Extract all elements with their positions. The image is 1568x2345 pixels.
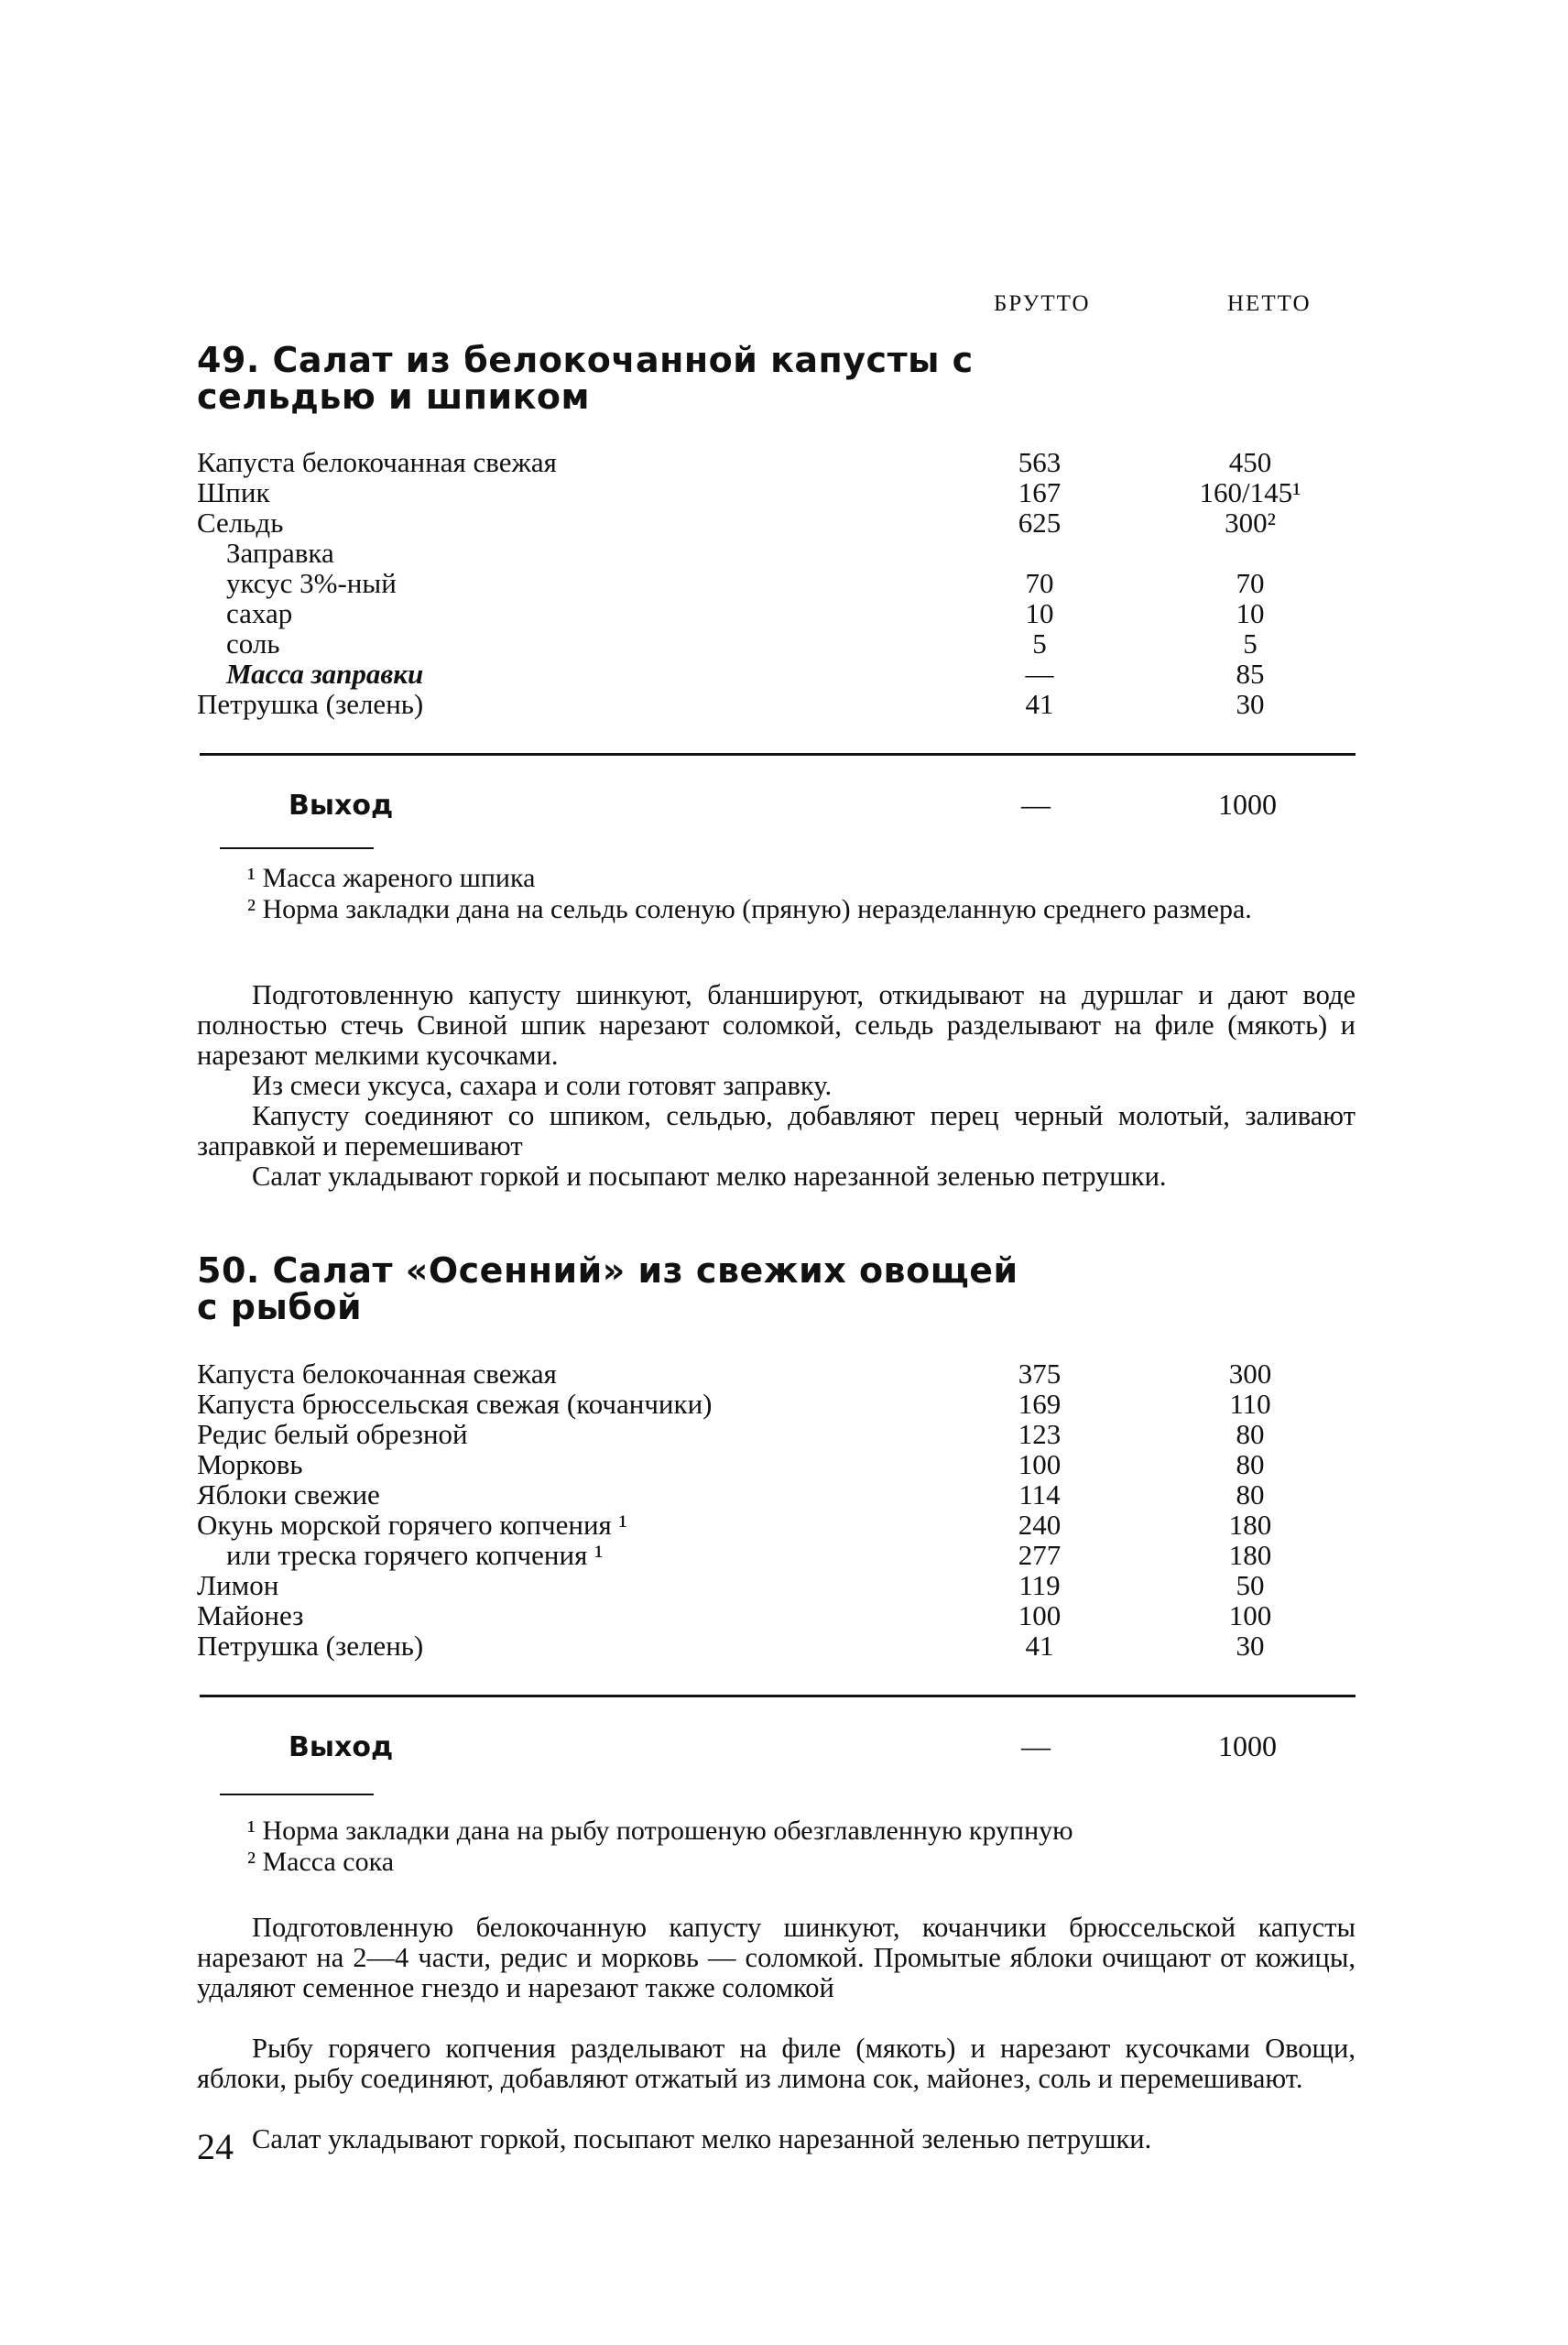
- recipe-50-title-line2: с рыбой: [197, 1287, 363, 1327]
- yield-brutto: —: [1021, 1729, 1051, 1762]
- ingredient-row: [197, 447, 1360, 477]
- netto-value: 85: [1236, 658, 1265, 690]
- recipe-50-title-line1: 50. Салат «Осенний» из свежих овощей: [197, 1250, 1018, 1291]
- table-rule: [200, 753, 1356, 756]
- recipe-49-ingredients: [197, 447, 1360, 719]
- footnote: ¹ Масса жареного шпика: [247, 863, 536, 893]
- ingredient-name: Петрушка (зелень): [197, 1630, 424, 1662]
- instruction-paragraph: Из смеси уксуса, сахара и соли готовят заправку.: [252, 1070, 833, 1101]
- brutto-value: 5: [1032, 627, 1047, 660]
- ingredient-name: сахар: [226, 597, 293, 629]
- netto-value: 5: [1243, 627, 1258, 660]
- recipe-49-title-line2: сельдью и шпиком: [197, 376, 591, 417]
- ingredient-name: Окунь морской горячего копчения ¹: [197, 1509, 627, 1541]
- brutto-value: 167: [1018, 476, 1062, 508]
- netto-value: 70: [1236, 567, 1265, 599]
- instruction-paragraph: Капусту соединяют со шпиком, сельдью, добавляют перец черный молотый, заливают заправкой и перемешивают: [197, 1100, 1356, 1162]
- recipe-49-title: [197, 337, 974, 420]
- footnote-rule: [220, 1794, 374, 1795]
- netto-value: 160/145¹: [1199, 476, 1301, 508]
- ingredient-name: Морковь: [197, 1448, 303, 1480]
- netto-value: 300: [1228, 1358, 1272, 1390]
- ingredient-row: [197, 568, 1360, 598]
- brutto-value: 375: [1018, 1358, 1062, 1390]
- column-header-netto: НЕТТО: [1227, 291, 1312, 316]
- brutto-value: 100: [1018, 1599, 1062, 1631]
- ingredient-name: соль: [226, 627, 280, 660]
- footnote-rule: [220, 847, 374, 849]
- yield-label: Выход: [289, 1731, 394, 1763]
- ingredient-name: Капуста брюссельская свежая (кочанчики): [197, 1388, 713, 1420]
- brutto-value: —: [1025, 658, 1054, 690]
- ingredient-name: Майонез: [197, 1599, 304, 1631]
- ingredient-row: [197, 659, 1360, 689]
- netto-value: 100: [1228, 1599, 1272, 1631]
- yield-label: Выход: [289, 790, 394, 822]
- instruction-paragraph: Салат укладывают горкой и посыпают мелко нарезанной зеленью петрушки.: [252, 1161, 1167, 1192]
- ingredient-row: [197, 1358, 1360, 1389]
- netto-value: 180: [1228, 1539, 1272, 1571]
- ingredient-name: Яблоки свежие: [197, 1478, 380, 1511]
- netto-value: 80: [1236, 1418, 1265, 1450]
- ingredient-name: уксус 3%-ный: [226, 567, 397, 599]
- footnote: [247, 894, 1356, 925]
- ingredient-row: [197, 598, 1360, 628]
- brutto-value: 10: [1025, 597, 1054, 629]
- ingredient-name: Лимон: [197, 1569, 279, 1601]
- netto-value: 110: [1229, 1388, 1271, 1420]
- netto-value: 30: [1236, 688, 1265, 720]
- instruction-paragraph: Подготовленную белокочанную капусту шинкуют, кочанчики брюссельской капусты нарезают на 2—4 части, редис и морковь — соломкой. Промытые яблоки очищают от кожицы, удаляют семенное гнездо и нарезают также соломкой: [197, 1912, 1356, 2003]
- column-header-brutto: БРУТТО: [994, 291, 1091, 316]
- ingredient-name: Капуста белокочанная свежая: [197, 1358, 557, 1390]
- brutto-value: 100: [1018, 1448, 1062, 1480]
- ingredient-name: Сельдь: [197, 507, 284, 539]
- ingredient-name: Шпик: [197, 476, 270, 508]
- ingredient-row: [197, 1570, 1360, 1600]
- yield-netto: 1000: [1218, 788, 1277, 821]
- netto-value: 80: [1236, 1478, 1265, 1511]
- brutto-value: 123: [1018, 1418, 1062, 1450]
- netto-value: 80: [1236, 1448, 1265, 1480]
- ingredient-row: [197, 1419, 1360, 1449]
- recipe-50-title: [197, 1248, 1018, 1330]
- ingredient-name: Масса заправки: [226, 658, 424, 690]
- brutto-value: 240: [1018, 1509, 1062, 1541]
- ingredient-row: [197, 1631, 1360, 1661]
- ingredient-row: [197, 507, 1360, 538]
- brutto-value: 70: [1025, 567, 1054, 599]
- ingredient-row: [197, 538, 1360, 568]
- brutto-value: 41: [1025, 688, 1054, 720]
- ingredient-row: [197, 628, 1360, 659]
- brutto-value: 277: [1018, 1539, 1062, 1571]
- footnote: ² Масса сока: [247, 1847, 395, 1877]
- ingredient-row: [197, 689, 1360, 719]
- footnote-text: ² Норма закладки дана на сельдь соленую (пряную) неразделанную среднего размера.: [247, 894, 1252, 924]
- brutto-value: 169: [1018, 1388, 1062, 1420]
- brutto-value: 119: [1018, 1569, 1061, 1601]
- brutto-value: 114: [1018, 1478, 1061, 1511]
- instruction-paragraph: Салат укладывают горкой, посыпают мелко нарезанной зеленью петрушки.: [252, 2123, 1152, 2154]
- table-rule: [200, 1695, 1356, 1697]
- ingredient-row: [197, 1540, 1360, 1570]
- ingredient-row: [197, 1479, 1360, 1510]
- yield-brutto: —: [1021, 788, 1051, 821]
- ingredient-name: или треска горячего копчения ¹: [226, 1539, 604, 1571]
- ingredient-name: Капуста белокочанная свежая: [197, 446, 557, 478]
- netto-value: 10: [1236, 597, 1265, 629]
- instruction-paragraph: Подготовленную капусту шинкуют, бланшируют, откидывают на дуршлаг и дают воде полностью стечь Свиной шпик нарезают соломкой, сельдь разделывают на филе (мякоть) и нарезают мелкими кусочками.: [197, 979, 1356, 1071]
- brutto-value: 563: [1018, 446, 1062, 478]
- ingredient-name: Петрушка (зелень): [197, 688, 424, 720]
- netto-value: 450: [1228, 446, 1272, 478]
- netto-value: 30: [1236, 1630, 1265, 1662]
- ingredient-name: Редис белый обрезной: [197, 1418, 468, 1450]
- instruction-paragraph: Рыбу горячего копчения разделывают на филе (мякоть) и нарезают кусочками Овощи, яблоки, рыбу соединяют, добавляют отжатый из лимона сок, майонез, соль и перемешивают.: [197, 2033, 1356, 2094]
- brutto-value: 41: [1025, 1630, 1054, 1662]
- page-number: 24: [197, 2126, 234, 2167]
- brutto-value: 625: [1018, 507, 1062, 539]
- yield-netto: 1000: [1218, 1729, 1277, 1762]
- netto-value: 180: [1228, 1509, 1272, 1541]
- ingredient-row: [197, 1510, 1360, 1540]
- recipe-49-title-line1: 49. Салат из белокочанной капусты с: [197, 340, 974, 380]
- ingredient-row: [197, 1389, 1360, 1419]
- netto-value: 50: [1236, 1569, 1265, 1601]
- recipe-50-ingredients: [197, 1358, 1360, 1661]
- ingredient-row: [197, 477, 1360, 507]
- netto-value: 300²: [1225, 507, 1276, 539]
- ingredient-row: [197, 1449, 1360, 1479]
- ingredient-name: Заправка: [226, 537, 334, 569]
- footnote: ¹ Норма закладки дана на рыбу потрошеную обезглавленную крупную: [247, 1816, 1073, 1846]
- ingredient-row: [197, 1600, 1360, 1631]
